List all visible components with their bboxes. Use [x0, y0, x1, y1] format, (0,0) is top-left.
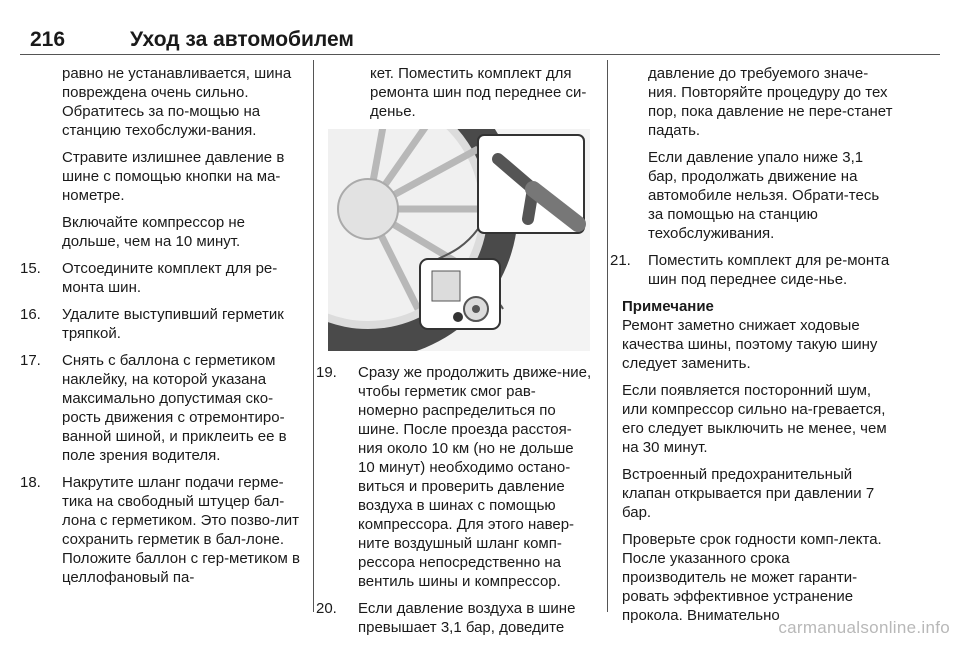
- list-item: [20, 351, 302, 465]
- column-divider-2: [607, 60, 608, 612]
- tire-compressor-illustration-icon: [328, 129, 590, 351]
- list-text: Снять с баллона с герметиком наклейку, на которой указана максимально допустимая ско-рость движения с отремонтиро-ванной шиной, и приклеить ее в поле зрения водителя.: [62, 352, 287, 464]
- watermark: carmanualsonline.info: [778, 618, 950, 637]
- list-number: 19.: [316, 364, 337, 381]
- list-number: 20.: [316, 600, 337, 617]
- column-1: [20, 64, 302, 595]
- paragraph: Включайте компрессор не дольше, чем на 10 минут.: [62, 214, 245, 250]
- note-paragraph: Встроенный предохранительный клапан открывается при давлении 7 бар.: [622, 466, 875, 521]
- tire-repair-kit-illustration: [328, 129, 590, 351]
- list-text: Отсоедините комплект для ре-монта шин.: [62, 260, 278, 296]
- list-text: Если давление воздуха в шине превышает 3,1 бар, доведите: [358, 600, 576, 636]
- column-2: [316, 64, 594, 645]
- list-text: Поместить комплект для ре-монта шин под переднее сиде-нье.: [648, 252, 890, 288]
- paragraph: Если давление упало ниже 3,1 бар, продолжать движение на автомобиле нельзя. Обрати-тесь за помощью на станцию техобслуживания.: [648, 149, 880, 242]
- note-paragraph: Если появляется посторонний шум, или компрессор сильно на-гревается, его следует выключить не менее, чем на 30 минут.: [622, 382, 887, 456]
- paragraph: равно не устанавливается, шина повреждена очень сильно. Обратитесь за по-мощью на станцию техобслужи-вания.: [62, 65, 292, 139]
- list-text: Удалите выступивший герметик тряпкой.: [62, 306, 284, 342]
- list-item: [316, 363, 594, 591]
- list-item: [20, 473, 302, 587]
- list-text: Сразу же продолжить движе-ние, чтобы герметик смог рав-номерно распределиться по шине. После проезда расстоя-ния около 10 км (но не дольше 10 минут) необходимо остано-виться и проверить давление воздуха в шинах с помощью компрессора. Для этого навер-ните воздушный шланг комп-рессора непосредственно на вентиль шины и компрессор.: [358, 364, 592, 590]
- note-paragraph: Ремонт заметно снижает ходовые качества шины, поэтому такую шину следует заменить.: [622, 317, 878, 372]
- paragraph: давление до требуемого значе-ния. Повторяйте процедуру до тех пор, пока давление не пере-станет падать.: [648, 65, 893, 139]
- column-3: [610, 64, 896, 633]
- paragraph: кет. Поместить комплект для ремонта шин под переднее си-денье.: [370, 65, 587, 120]
- list-number: 16.: [20, 306, 41, 323]
- list-item: [20, 259, 302, 297]
- list-text: Накрутите шланг подачи герме-тика на свободный штуцер бал-лона с герметиком. Это позво-лит сохранить герметик в бал-лоне. Положите баллон с гер-метиком в целлофановый па-: [62, 474, 300, 586]
- note-heading: Примечание: [622, 298, 714, 315]
- list-number: 21.: [610, 252, 631, 269]
- paragraph: Стравите излишнее давление в шине с помощью кнопки на ма-нометре.: [62, 149, 285, 204]
- note-paragraph: Проверьте срок годности комп-лекта. После указанного срока производитель не может гаранти-ровать эффективное устранение прокола. Внимательно: [622, 531, 882, 624]
- list-item: [610, 251, 896, 289]
- list-number: 15.: [20, 260, 41, 277]
- list-number: 18.: [20, 474, 41, 491]
- column-divider-1: [313, 60, 314, 612]
- header-rule: [20, 54, 940, 55]
- page-number: 216: [30, 28, 66, 51]
- list-item: [316, 599, 594, 637]
- list-number: 17.: [20, 352, 41, 369]
- page-header: [20, 28, 940, 58]
- page-title: Уход за автомобилем: [130, 28, 354, 51]
- list-item: [20, 305, 302, 343]
